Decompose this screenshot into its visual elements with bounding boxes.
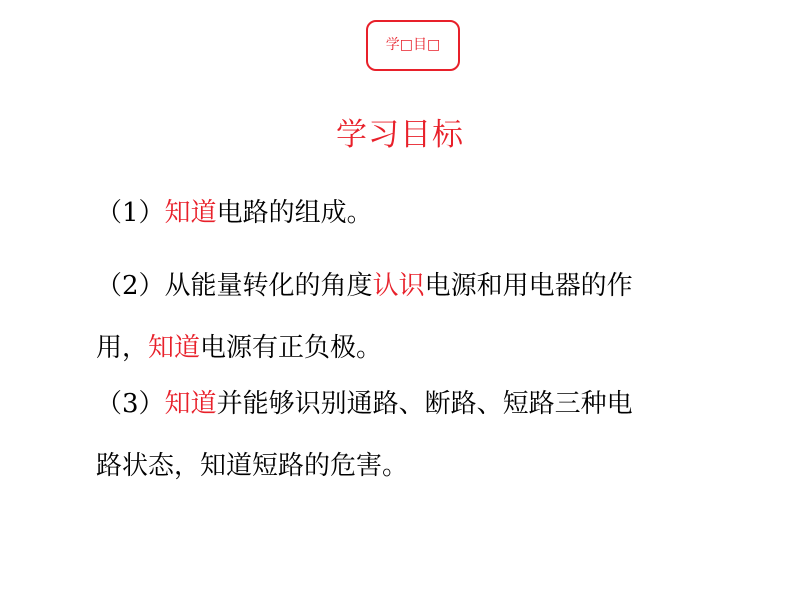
- objective-text: 并能够识别通路、断路、短路三种电: [216, 389, 633, 419]
- objective-text: 用，: [96, 333, 149, 363]
- objective-number: （3）: [96, 389, 165, 419]
- objective-1: [96, 195, 706, 231]
- objective-2: [96, 255, 706, 379]
- objective-text: 从能量转化的角度: [164, 271, 373, 301]
- page-title: 学习目标: [336, 117, 464, 153]
- learning-objectives-badge: [366, 20, 460, 71]
- objective-highlight: 知道: [148, 333, 201, 363]
- objective-highlight: 知道: [164, 198, 217, 228]
- objective-text: 路状态，知道短路的危害。: [96, 451, 409, 481]
- objective-text: 电源有正负极。: [200, 333, 383, 363]
- objective-highlight: 知道: [164, 389, 217, 419]
- objective-text: 电源和用电器的作: [424, 271, 633, 301]
- objective-text: 电路的组成。: [216, 198, 373, 228]
- objective-highlight: 认识: [372, 271, 425, 301]
- objective-3: [96, 373, 706, 497]
- objective-number: （2）: [96, 271, 165, 301]
- objective-number: （1）: [96, 198, 165, 228]
- badge-label: 学□目□: [385, 37, 441, 53]
